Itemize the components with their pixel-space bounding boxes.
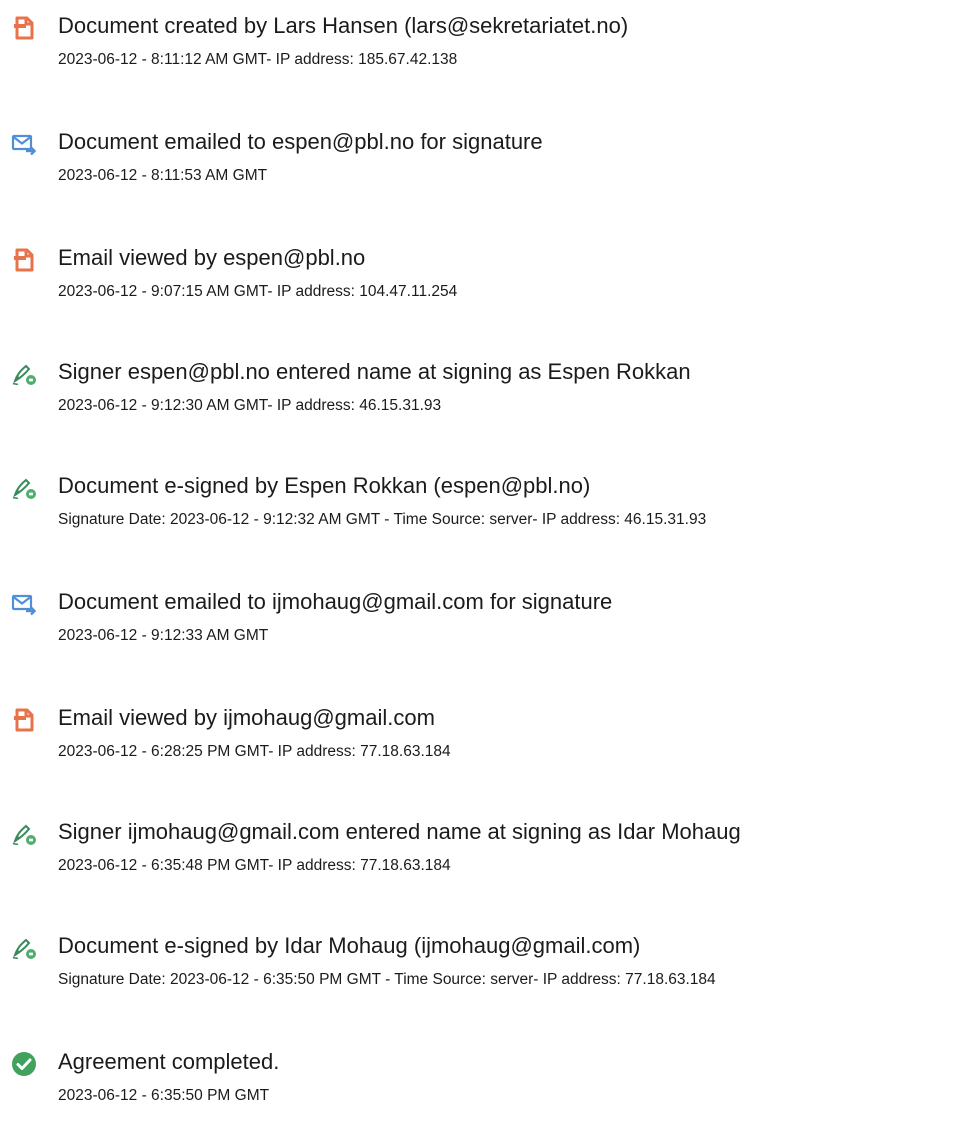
event-title: Document emailed to espen@pbl.no for signature — [58, 129, 543, 154]
document-icon — [10, 246, 38, 274]
event-email-viewed — [0, 702, 964, 792]
event-document-created — [0, 10, 964, 100]
event-detail: 2023-06-12 - 9:12:33 AM GMT — [58, 627, 269, 644]
email-icon — [10, 130, 38, 158]
event-detail: 2023-06-12 - 6:28:25 PM GMT- IP address: 77.18.63.184 — [58, 743, 451, 760]
event-email-viewed — [0, 242, 964, 332]
signature-pen-icon — [10, 360, 38, 388]
event-document-esigned — [0, 930, 964, 1020]
event-detail: 2023-06-12 - 9:07:15 AM GMT- IP address: 104.47.11.254 — [58, 283, 458, 300]
document-icon — [10, 14, 38, 42]
event-document-emailed — [0, 586, 964, 676]
event-title: Signer espen@pbl.no entered name at signing as Espen Rokkan — [58, 359, 691, 384]
event-title: Signer ijmohaug@gmail.com entered name at signing as Idar Mohaug — [58, 819, 741, 844]
document-icon — [10, 706, 38, 734]
event-title: Document created by Lars Hansen (lars@sekretariatet.no) — [58, 13, 629, 38]
event-title: Agreement completed. — [58, 1049, 280, 1074]
event-agreement-completed — [0, 1046, 964, 1136]
signature-pen-icon — [10, 820, 38, 848]
event-detail: 2023-06-12 - 8:11:12 AM GMT- IP address: 185.67.42.138 — [58, 51, 458, 68]
event-title: Document e-signed by Espen Rokkan (espen@pbl.no) — [58, 473, 591, 498]
event-detail: Signature Date: 2023-06-12 - 9:12:32 AM GMT - Time Source: server- IP address: 46.15.31.93 — [58, 511, 707, 528]
event-title: Email viewed by ijmohaug@gmail.com — [58, 705, 435, 730]
check-circle-icon — [10, 1050, 38, 1078]
event-signer-entered-name — [0, 356, 964, 446]
email-icon — [10, 590, 38, 618]
signature-pen-icon — [10, 934, 38, 962]
event-document-esigned — [0, 470, 964, 560]
event-detail: 2023-06-12 - 6:35:50 PM GMT — [58, 1087, 270, 1104]
event-detail: Signature Date: 2023-06-12 - 6:35:50 PM GMT - Time Source: server- IP address: 77.18.63.184 — [58, 971, 716, 988]
event-document-emailed — [0, 126, 964, 216]
event-signer-entered-name — [0, 816, 964, 906]
signature-pen-icon — [10, 474, 38, 502]
event-title: Email viewed by espen@pbl.no — [58, 245, 366, 270]
event-detail: 2023-06-12 - 6:35:48 PM GMT- IP address: 77.18.63.184 — [58, 857, 451, 874]
event-detail: 2023-06-12 - 9:12:30 AM GMT- IP address: 46.15.31.93 — [58, 397, 442, 414]
event-detail: 2023-06-12 - 8:11:53 AM GMT — [58, 167, 268, 184]
event-title: Document emailed to ijmohaug@gmail.com for signature — [58, 589, 613, 614]
event-title: Document e-signed by Idar Mohaug (ijmohaug@gmail.com) — [58, 933, 641, 958]
